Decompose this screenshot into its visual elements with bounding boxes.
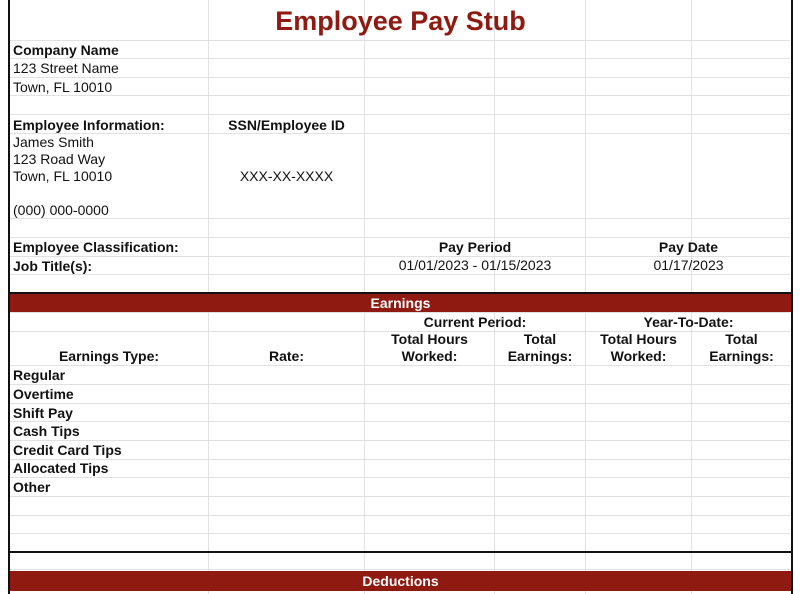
- company-address-line1: 123 Street Name: [13, 60, 119, 76]
- grid-row-line: [9, 533, 790, 534]
- company-name-label: Company Name: [13, 42, 119, 58]
- pay-period-label: Pay Period: [438, 239, 512, 255]
- pay-date-label: Pay Date: [658, 239, 719, 255]
- earnings-row-label: Allocated Tips: [13, 460, 109, 476]
- cp-earnings-header: [495, 331, 585, 365]
- employee-address-line1: 123 Road Way: [13, 151, 106, 167]
- grid-row-line: [9, 114, 790, 115]
- section-divider: [8, 551, 793, 553]
- ytd-hours-header-line2: Worked:: [610, 348, 667, 364]
- deductions-section-header: Deductions: [10, 571, 791, 591]
- job-title-label: Job Title(s):: [13, 258, 93, 274]
- ytd-label: Year-To-Date:: [643, 314, 734, 330]
- grid-row-line: [9, 477, 790, 478]
- grid-row-line: [9, 274, 790, 275]
- employee-name: James Smith: [13, 134, 94, 150]
- cp-earnings-header-line2: Earnings:: [507, 348, 573, 364]
- rate-header: Rate:: [268, 348, 304, 364]
- ytd-earnings-header: [692, 331, 791, 365]
- cp-earnings-header-line1: Total: [523, 331, 557, 347]
- ytd-hours-header: [586, 331, 691, 365]
- grid-row-line: [9, 496, 790, 497]
- grid-row-line: [9, 365, 790, 366]
- earnings-type-header: Earnings Type:: [58, 348, 160, 364]
- ssn-label: SSN/Employee ID: [228, 117, 345, 133]
- earnings-row-label: Cash Tips: [13, 423, 80, 439]
- ssn-value: XXX-XX-XXXX: [239, 168, 334, 184]
- ytd-earnings-header-line2: Earnings:: [709, 348, 774, 364]
- employee-info-label: Employee Information:: [13, 117, 165, 133]
- grid-row-line: [9, 218, 790, 219]
- page-title: Employee Pay Stub: [275, 6, 526, 36]
- pay-period-value: 01/01/2023 - 01/15/2023: [398, 257, 552, 273]
- grid-row-line: [9, 58, 790, 59]
- company-address-line2: Town, FL 10010: [13, 79, 113, 95]
- sheet-border-right: [791, 0, 793, 594]
- earnings-row-label: Other: [13, 479, 51, 495]
- cp-hours-header: [365, 331, 494, 365]
- earnings-row-label: Regular: [13, 367, 66, 383]
- grid-row-line: [9, 403, 790, 404]
- cp-hours-header-line2: Worked:: [401, 348, 458, 364]
- earnings-row-label: Credit Card Tips: [13, 442, 122, 458]
- grid-row-line: [9, 384, 790, 385]
- classification-label: Employee Classification:: [13, 239, 179, 255]
- grid-row-line: [9, 421, 790, 422]
- employee-address-line2: Town, FL 10010: [13, 168, 113, 184]
- grid-row-line: [9, 515, 790, 516]
- employee-phone: (000) 000-0000: [13, 202, 109, 218]
- ytd-earnings-header-line1: Total: [725, 331, 758, 347]
- grid-row-line: [9, 440, 790, 441]
- pay-date-value: 01/17/2023: [653, 257, 724, 273]
- grid-row-line: [9, 459, 790, 460]
- grid-row-line: [9, 569, 790, 570]
- grid-row-line: [9, 40, 790, 41]
- ytd-hours-header-line1: Total Hours: [600, 331, 677, 347]
- earnings-row-label: Overtime: [13, 386, 74, 402]
- grid-row-line: [9, 77, 790, 78]
- cp-hours-header-line1: Total Hours: [391, 331, 468, 347]
- earnings-row-label: Shift Pay: [13, 405, 73, 421]
- earnings-section-header: Earnings: [10, 294, 791, 312]
- current-period-label: Current Period:: [423, 314, 527, 330]
- grid-row-line: [9, 95, 790, 96]
